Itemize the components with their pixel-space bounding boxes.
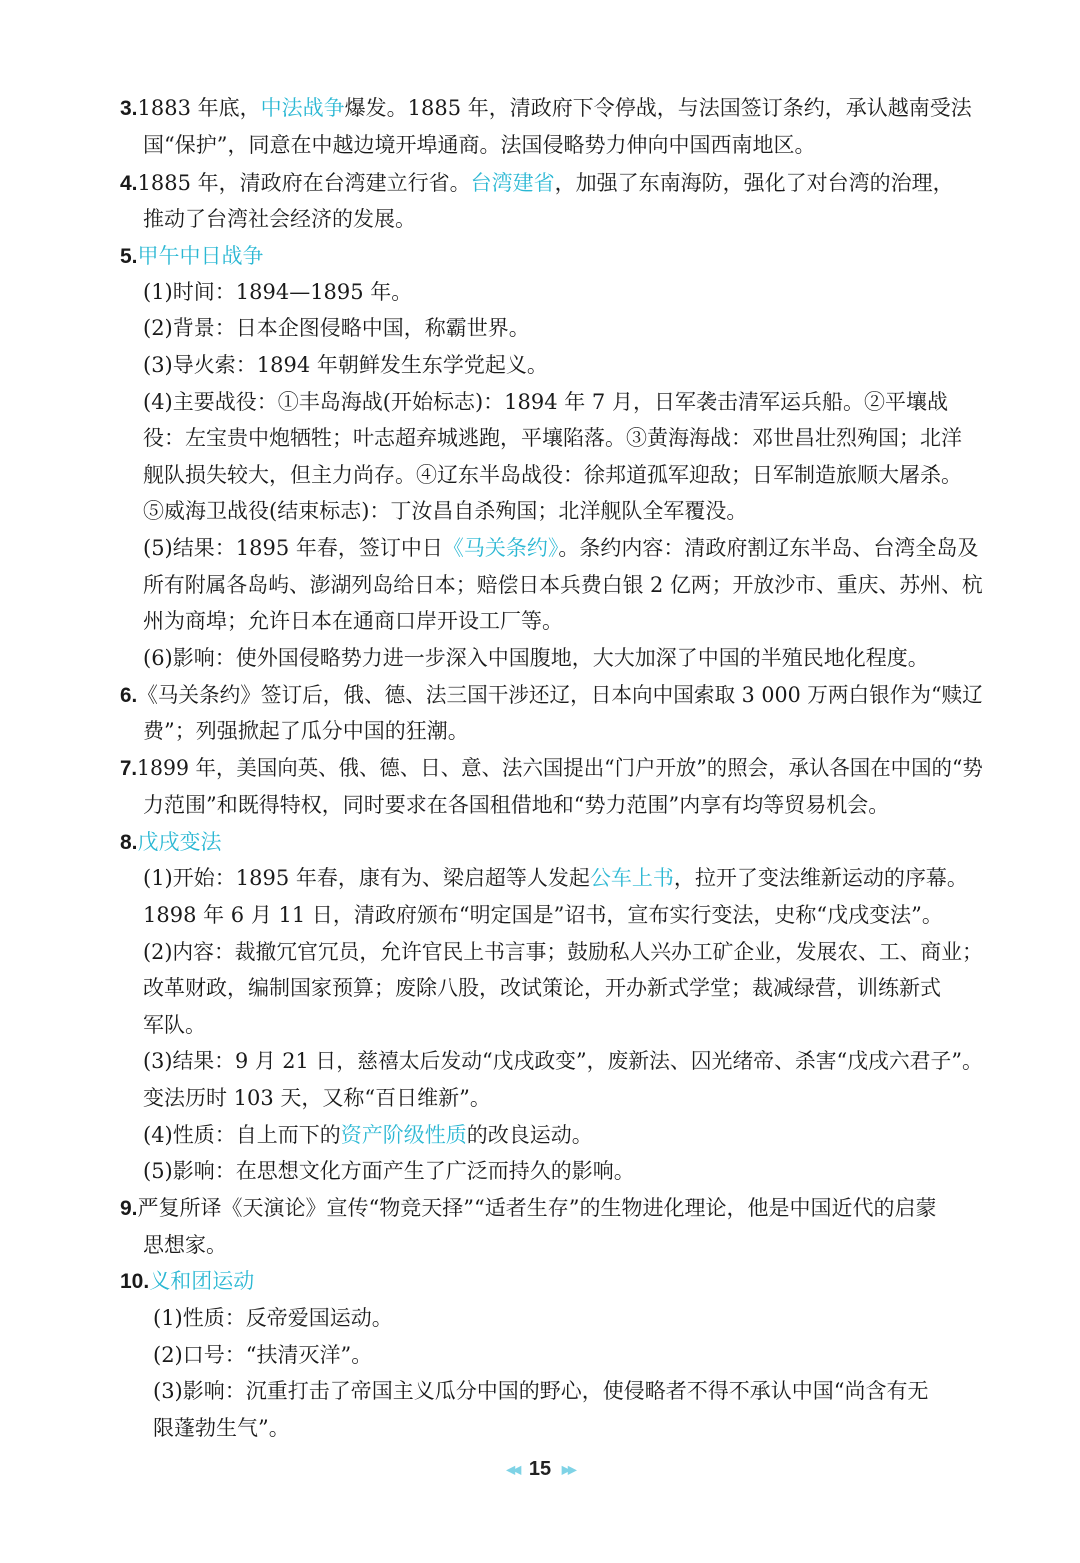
text-segment: (3)影响：沉重打击了帝国主义瓜分中国的野心，使侵略者不得不承认中国“尚含有无 — [153, 1379, 929, 1403]
text-line — [143, 1117, 593, 1153]
text-line — [143, 347, 548, 383]
text-line — [143, 493, 747, 529]
item-number: 3. — [120, 97, 138, 120]
text-segment: (3)结果：9 月 21 日，慈禧太后发动“戊戌政变”，废新法、囚光绪帝、杀害“戊戌六君子”。 — [143, 1049, 983, 1073]
item-number: 9. — [120, 1197, 138, 1220]
text-line — [120, 1190, 936, 1226]
text-segment: 1899 年，美国向英、俄、德、日、意、法六国提出“门户开放”的照会，承认各国在中国的“势 — [137, 756, 983, 780]
text-segment: 舰队损失较大，但主力尚存。④辽东半岛战役：徐邦道孤军迎敌；日军制造旅顺大屠杀。 — [143, 463, 962, 487]
text-segment: 1898 年 6 月 11 日，清政府颁布“明定国是”诏书，宣布实行变法，史称“戊戌变法”。 — [143, 903, 943, 927]
text-line — [143, 420, 962, 456]
text-line — [120, 238, 264, 274]
text-segment: (6)影响：使外国侵略势力进一步深入中国腹地，大大加深了中国的半殖民地化程度。 — [143, 646, 929, 670]
text-segment: 改革财政，编制国家预算；废除八股，改试策论，开办新式学堂；裁减绿营，训练新式 — [143, 976, 941, 1000]
text-segment: (5)结果：1895 年春，签订中日 — [143, 536, 443, 560]
key-term: 公车上书 — [589, 866, 674, 890]
text-segment: 所有附属各岛屿、澎湖列岛给日本；赔偿日本兵费白银 2 亿两；开放沙市、重庆、苏州、杭 — [143, 573, 983, 597]
key-term: 戊戌变法 — [137, 830, 222, 854]
text-line — [143, 530, 978, 566]
text-line — [143, 1153, 635, 1189]
text-line — [120, 750, 983, 786]
text-segment: ⑤威海卫战役(结束标志)：丁汝昌自杀殉国；北洋舰队全军覆没。 — [143, 499, 748, 523]
text-segment: ，加强了东南海防，强化了对台湾的治理， — [554, 171, 954, 195]
text-segment: 《马关条约》签订后，俄、德、法三国干涉还辽，日本向中国索取 3 000 万两白银作为“赎辽 — [137, 683, 983, 707]
text-segment: 役：左宝贵中炮牺牲；叶志超弃城逃跑，平壤陷落。③黄海海战：邓世昌壮烈殉国；北洋 — [143, 426, 962, 450]
text-line — [143, 310, 530, 346]
text-line — [143, 603, 563, 639]
text-line — [143, 1007, 206, 1043]
text-segment: 的改良运动。 — [466, 1123, 593, 1147]
text-segment: 爆发。1885 年，清政府下令停战，与法国签订条约，承认越南受法 — [344, 96, 972, 120]
text-segment: (3)导火索：1894 年朝鲜发生东学党起义。 — [143, 353, 548, 377]
item-number: 5. — [120, 245, 138, 268]
text-segment: 国“保护”，同意在中越边境开埠通商。法国侵略势力伸向中国西南地区。 — [143, 133, 816, 157]
text-line — [143, 201, 416, 237]
text-segment: (4)主要战役：①丰岛海战(开始标志)：1894 年 7 月，日军袭击清军运兵船。②平壤战 — [143, 390, 948, 414]
text-line — [120, 1263, 254, 1299]
item-number: 6. — [120, 684, 138, 707]
text-line — [143, 860, 968, 896]
text-segment: 限蓬勃生气”。 — [153, 1416, 290, 1440]
text-line — [143, 787, 889, 823]
text-line — [143, 1043, 983, 1079]
text-line — [143, 713, 469, 749]
text-segment: 费”；列强掀起了瓜分中国的狂潮。 — [143, 719, 469, 743]
text-line — [143, 567, 983, 603]
text-line — [143, 127, 815, 163]
text-line — [153, 1373, 928, 1409]
page-number: 15 — [528, 1458, 552, 1480]
text-segment: (2)背景：日本企图侵略中国，称霸世界。 — [143, 316, 530, 340]
key-term: 中法战争 — [260, 96, 345, 120]
text-line — [153, 1410, 290, 1446]
item-number: 10. — [120, 1270, 150, 1293]
text-line — [143, 640, 929, 676]
text-segment: (1)时间：1894—1895 年。 — [143, 280, 413, 304]
text-segment: 1885 年，清政府在台湾建立行省。 — [137, 171, 471, 195]
text-line — [120, 677, 983, 713]
text-segment: 军队。 — [143, 1013, 206, 1037]
text-line — [153, 1300, 393, 1336]
text-segment: (4)性质：自上而下的 — [143, 1123, 341, 1147]
right-arrows-icon: ▶▶ — [561, 1462, 575, 1477]
text-line — [143, 1227, 227, 1263]
text-segment: 州为商埠；允许日本在通商口岸开设工厂等。 — [143, 609, 563, 633]
text-line — [143, 457, 962, 493]
item-number: 7. — [120, 757, 138, 780]
text-segment: 变法历时 103 天，又称“百日维新”。 — [143, 1086, 491, 1110]
text-segment: (2)口号：“扶清灭洋”。 — [153, 1343, 373, 1367]
text-line — [143, 897, 943, 933]
item-number: 4. — [120, 172, 138, 195]
item-number: 8. — [120, 831, 138, 854]
text-segment: ，拉开了变法维新运动的序幕。 — [673, 866, 968, 890]
text-line — [120, 824, 222, 860]
text-line — [143, 934, 983, 970]
text-line — [143, 274, 412, 310]
text-line — [120, 90, 972, 126]
key-term: 资产阶级性质 — [340, 1123, 467, 1147]
text-line — [153, 1337, 372, 1373]
text-segment: 推动了台湾社会经济的发展。 — [143, 207, 416, 231]
text-segment: 严复所译《天演论》宣传“物竞天择”“适者生存”的生物进化理论，他是中国近代的启蒙 — [137, 1196, 937, 1220]
text-line — [143, 1080, 491, 1116]
text-segment: (2)内容：裁撤冗官冗员，允许官民上书言事；鼓励私人兴办工矿企业，发展农、工、商业； — [143, 940, 983, 964]
text-line — [120, 165, 954, 201]
text-segment: 。条约内容：清政府割辽东半岛、台湾全岛及 — [558, 536, 979, 560]
key-term: 甲午中日战争 — [137, 244, 264, 268]
key-term: 义和团运动 — [149, 1269, 255, 1293]
left-arrows-icon: ◀◀ — [505, 1462, 519, 1477]
text-segment: (1)性质：反帝爱国运动。 — [153, 1306, 393, 1330]
text-segment: 1883 年底， — [137, 96, 261, 120]
text-segment: 力范围”和既得特权，同时要求在各国租借地和“势力范围”内享有均等贸易机会。 — [143, 793, 890, 817]
text-segment: 思想家。 — [143, 1233, 227, 1257]
key-term: 《马关条约》 — [442, 536, 559, 560]
key-term: 台湾建省 — [470, 171, 555, 195]
page-footer — [0, 1458, 1080, 1490]
text-segment: (1)开始：1895 年春，康有为、梁启超等人发起 — [143, 866, 590, 890]
text-line — [143, 384, 948, 420]
text-line — [143, 970, 941, 1006]
text-segment: (5)影响：在思想文化方面产生了广泛而持久的影响。 — [143, 1159, 635, 1183]
